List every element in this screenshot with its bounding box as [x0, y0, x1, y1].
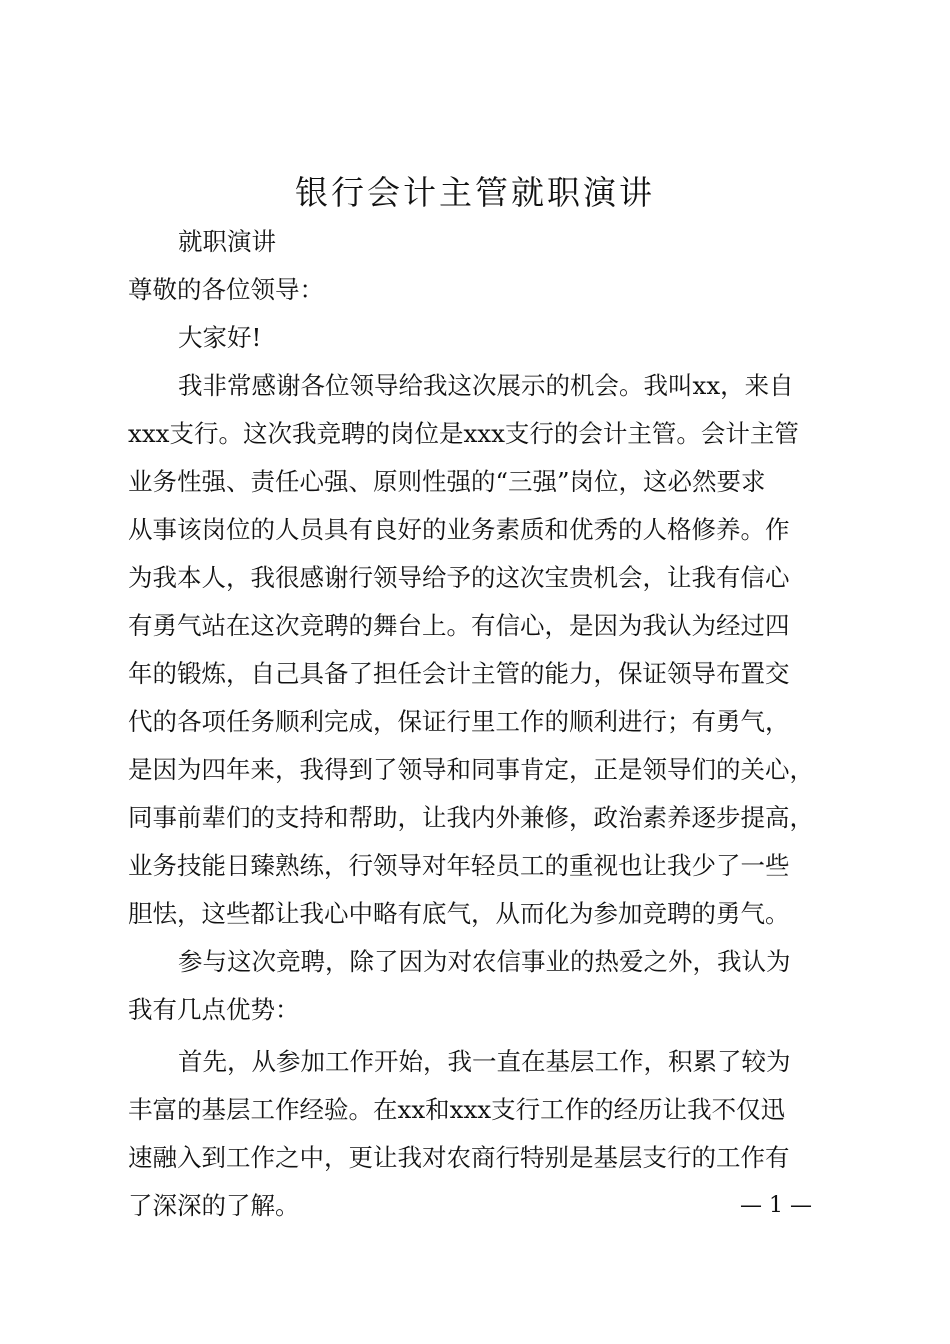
- paragraph-line: 胆怯，这些都让我心中略有底气，从而化为参加竞聘的勇气。: [128, 899, 790, 928]
- paragraph-line: 了深深的了解。: [128, 1191, 300, 1220]
- paragraph-line: 参与这次竞聘，除了因为对农信事业的热爱之外，我认为: [178, 947, 791, 976]
- subtitle-line: 就职演讲: [178, 227, 276, 256]
- paragraph-line: 首先，从参加工作开始，我一直在基层工作，积累了较为: [178, 1047, 791, 1076]
- paragraph-line: 代的各项任务顺利完成，保证行里工作的顺利进行；有勇气，: [128, 707, 790, 736]
- document-title: 银行会计主管就职演讲: [295, 173, 655, 212]
- paragraph-line: 业务性强、责任心强、原则性强的“三强”岗位，这必然要求: [128, 467, 766, 496]
- paragraph-line: 业务技能日臻熟练，行领导对年轻员工的重视也让我少了一些: [128, 851, 790, 880]
- paragraph-line: 从事该岗位的人员具有良好的业务素质和优秀的人格修养。作: [128, 515, 790, 544]
- salutation-line: 尊敬的各位领导：: [128, 275, 324, 304]
- paragraph-line: 有勇气站在这次竞聘的舞台上。有信心，是因为我认为经过四: [128, 611, 790, 640]
- paragraph-line: 同事前辈们的支持和帮助，让我内外兼修，政治素养逐步提高，: [128, 803, 814, 832]
- paragraph-line: 为我本人，我很感谢行领导给予的这次宝贵机会，让我有信心: [128, 563, 790, 592]
- paragraph-line: 我非常感谢各位领导给我这次展示的机会。我叫xx，来自: [178, 371, 794, 400]
- paragraph-line: 年的锻炼，自己具备了担任会计主管的能力，保证领导布置交: [128, 659, 790, 688]
- greeting-line: 大家好!: [178, 323, 262, 352]
- paragraph-line: 丰富的基层工作经验。在xx和xxx支行工作的经历让我不仅迅: [128, 1095, 786, 1124]
- paragraph-line: 是因为四年来，我得到了领导和同事肯定，正是领导们的关心，: [128, 755, 814, 784]
- paragraph-line: 速融入到工作之中，更让我对农商行特别是基层支行的工作有: [128, 1143, 790, 1172]
- document-body: [128, 218, 828, 1230]
- paragraph-line: 我有几点优势：: [128, 995, 300, 1024]
- paragraph-line: xxx支行。这次我竞聘的岗位是xxx支行的会计主管。会计主管: [128, 419, 799, 448]
- page-number: — 1 —: [740, 1193, 812, 1218]
